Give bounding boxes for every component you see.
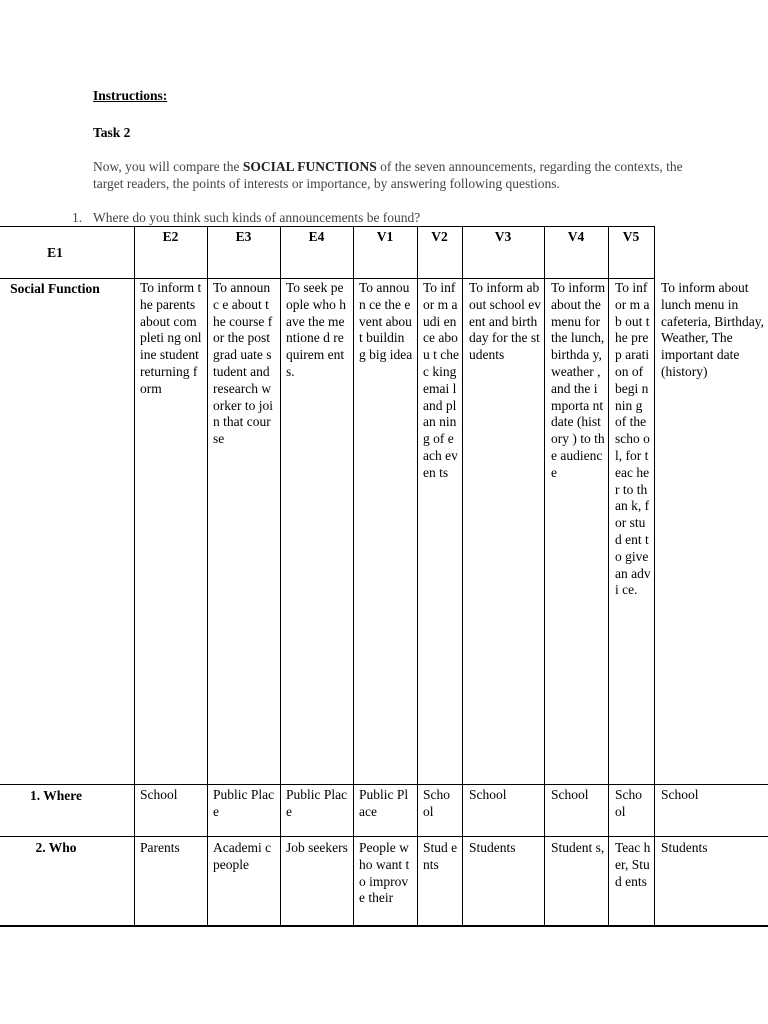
who-cell-extra: Students: [661, 840, 708, 855]
social-cell-v2: To infor m audi ence abou t chec king emai l and plan ning of each even ts: [423, 280, 459, 480]
question-1-text: Where do you think such kinds of announcements be found?: [93, 210, 421, 225]
intro-text-bold: SOCIAL FUNCTIONS: [242, 159, 377, 174]
who-cell-v2: Stud ents: [423, 840, 458, 872]
header-v3: V3: [494, 229, 512, 244]
question-1-number: 1.: [72, 210, 83, 225]
who-cell-e3: Academi c people: [213, 840, 272, 872]
table-border-row1: [0, 784, 768, 785]
social-cell-v3: To inform about school event and birthday for the students: [469, 280, 541, 363]
instructions-heading: Instructions:: [93, 88, 168, 103]
social-cell-v4: To inform about the menu for the lunch, birthda y, weather , and the importa nt date (history ) to the audienc e: [551, 280, 606, 480]
col-border: [207, 226, 208, 925]
where-cell-e4: Public Place: [286, 787, 348, 819]
who-cell-v1: People who want to improv e their: [359, 840, 410, 906]
intro-text-before: Now, you will compare the: [93, 159, 243, 174]
where-cell-v4: School: [551, 787, 589, 802]
row-label-who: 2. Who: [35, 840, 77, 855]
col-border: [353, 226, 354, 925]
col-border: [134, 226, 135, 925]
intro-text-after: of the seven announcements, regarding the contexts, the target readers, the points of interests or importance, by answering following questions.: [93, 159, 683, 191]
task-heading: Task 2: [93, 125, 131, 140]
where-cell-v5: Scho ol: [615, 787, 642, 819]
where-cell-e2: School: [140, 787, 178, 802]
intro-paragraph: [93, 159, 693, 192]
who-cell-e4: Job seekers: [286, 840, 348, 855]
where-cell-extra: School: [661, 787, 699, 802]
who-cell-v5: Teac her, Stud ents: [615, 840, 651, 889]
col-border: [544, 226, 545, 925]
col-border: [280, 226, 281, 925]
where-cell-v1: Public Place: [359, 787, 409, 819]
where-cell-e3: Public Place: [213, 787, 275, 819]
col-border: [462, 226, 463, 925]
who-cell-v3: Students: [469, 840, 516, 855]
social-cell-e3: To announc e about the course for the postgrad uate student and research worker to join that course: [213, 280, 273, 447]
table-border-header: [0, 278, 654, 279]
table-border-row2: [0, 836, 768, 837]
where-cell-v2: Scho ol: [423, 787, 450, 819]
social-cell-e2: To inform the parents about completi ng online student returning form: [140, 280, 202, 396]
row-label-where: 1. Where: [30, 788, 82, 803]
social-cell-v5: To infor m ab out the prep arati on of begi nnin g of the scho ol, for teac her to than k, for stud ent to give an advi ce.: [615, 280, 651, 598]
header-v2: V2: [431, 229, 448, 244]
header-e4: E4: [308, 229, 325, 244]
row-label-social-function: Social Function: [10, 281, 100, 296]
who-cell-v4: Student s,: [551, 840, 605, 855]
question-1: [72, 210, 420, 226]
header-v1: V1: [376, 229, 394, 244]
table-border-top: [0, 226, 654, 227]
header-e3: E3: [235, 229, 252, 244]
social-cell-extra: To inform about lunch menu in cafeteria, Birthday, Weather, The important date (history): [661, 280, 764, 379]
social-cell-v1: To announ ce the event about buildin g big idea: [359, 280, 413, 363]
where-cell-v3: School: [469, 787, 507, 802]
col-border: [417, 226, 418, 925]
col-border: [608, 226, 609, 925]
who-cell-e2: Parents: [140, 840, 180, 855]
header-e2: E2: [162, 229, 179, 244]
table-border-bottom: [0, 925, 768, 927]
col-border: [654, 226, 655, 925]
header-v4: V4: [567, 229, 585, 244]
header-v5: V5: [622, 229, 640, 244]
header-e1: E1: [47, 245, 63, 260]
social-cell-e4: To seek people who have the mentione d requirem ents.: [286, 280, 346, 379]
